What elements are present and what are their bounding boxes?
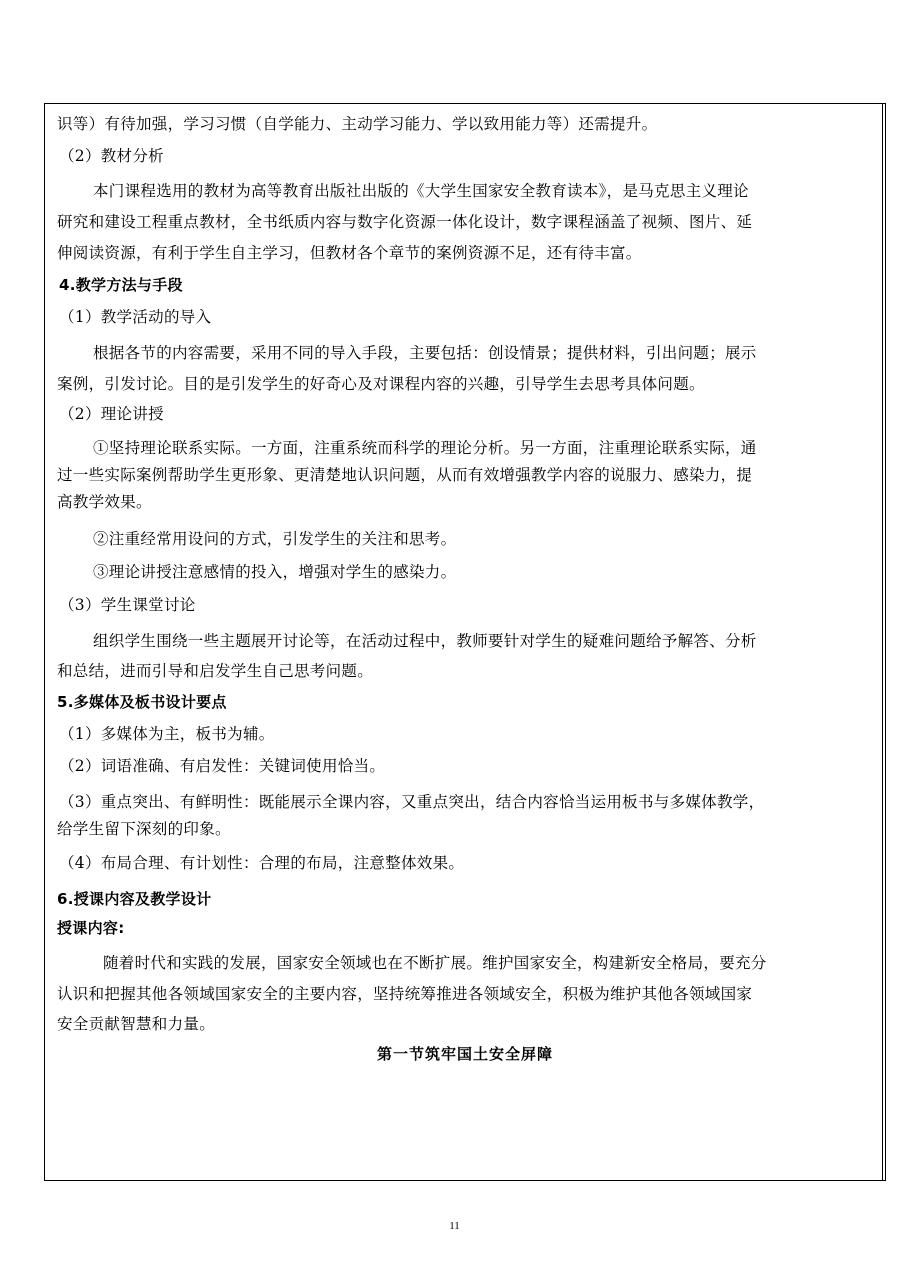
paragraph-line: 过一些实际案例帮助学生更形象、更清楚地认识问题，从而有效增强教学内容的说服力、感染力，提 <box>57 466 753 484</box>
list-item: （2）词语准确、有启发性：关键词使用恰当。 <box>59 757 386 775</box>
list-item: （3）重点突出、有鲜明性：既能展示全课内容，又重点突出，结合内容恰当运用板书与多媒体教学， <box>59 793 765 811</box>
paragraph-line: ①坚持理论联系实际。一方面，注重系统而科学的理论分析。另一方面，注重理论联系实际，通 <box>93 439 757 457</box>
subheading-introduction: （1）教学活动的导入 <box>59 308 212 326</box>
paragraph-line: 伸阅读资源，有利于学生自主学习，但教材各个章节的案例资源不足，还有待丰富。 <box>57 244 642 262</box>
paragraph-line: 高教学效果。 <box>57 493 152 511</box>
subheading-textbook-analysis: （2）教材分析 <box>59 147 164 165</box>
section-heading-5: 5.多媒体及板书设计要点 <box>57 693 227 711</box>
list-item: （4）布局合理、有计划性：合理的布局，注意整体效果。 <box>59 854 465 872</box>
heading-lecture-content: 授课内容: <box>57 919 125 937</box>
section-title: 第一节筑牢国土安全屏障 <box>376 1045 553 1063</box>
paragraph-line: 识等）有待加强，学习习惯（自学能力、主动学习能力、学以致用能力等）还需提升。 <box>57 115 658 133</box>
paragraph-line: 安全贡献智慧和力量。 <box>57 1015 216 1033</box>
document-frame <box>44 103 886 1181</box>
paragraph-line: 认识和把握其他各领域国家安全的主要内容，坚持统筹推进各领域安全，积极为维护其他各领域国家 <box>57 985 753 1003</box>
list-item: （1）多媒体为主，板书为辅。 <box>59 725 275 743</box>
subheading-theory-lecture: （2）理论讲授 <box>59 405 164 423</box>
list-item-continuation: 给学生留下深刻的印象。 <box>57 820 231 838</box>
page-number: 11 <box>449 1220 460 1232</box>
paragraph-line: ③理论讲授注意感情的投入，增强对学生的感染力。 <box>93 563 457 581</box>
section-heading-4: 4.教学方法与手段 <box>59 276 183 294</box>
paragraph-line: 组织学生围绕一些主题展开讨论等，在活动过程中，教师要针对学生的疑难问题给予解答、分析 <box>93 632 757 650</box>
paragraph-line: 根据各节的内容需要，采用不同的导入手段，主要包括：创设情景；提供材料，引出问题；展示 <box>93 344 757 362</box>
subheading-classroom-discussion: （3）学生课堂讨论 <box>59 596 196 614</box>
paragraph-line: 随着时代和实践的发展，国家安全领域也在不断扩展。维护国家安全，构建新安全格局，要充分 <box>103 954 767 972</box>
paragraph-line: 本门课程选用的教材为高等教育出版社出版的《大学生国家安全教育读本》，是马克思主义理论 <box>93 182 749 200</box>
paragraph-line: 案例，引发讨论。目的是引发学生的好奇心及对课程内容的兴趣，引导学生去思考具体问题。 <box>57 375 705 393</box>
paragraph-line: 研究和建设工程重点教材，全书纸质内容与数字化资源一体化设计，数字课程涵盖了视频、图片、延 <box>57 213 753 231</box>
paragraph-line: ②注重经常用设问的方式，引发学生的关注和思考。 <box>93 530 457 548</box>
frame-divider <box>882 104 883 1180</box>
paragraph-line: 和总结，进而引导和启发学生自己思考问题。 <box>57 662 374 680</box>
section-heading-6: 6.授课内容及教学设计 <box>57 890 212 908</box>
